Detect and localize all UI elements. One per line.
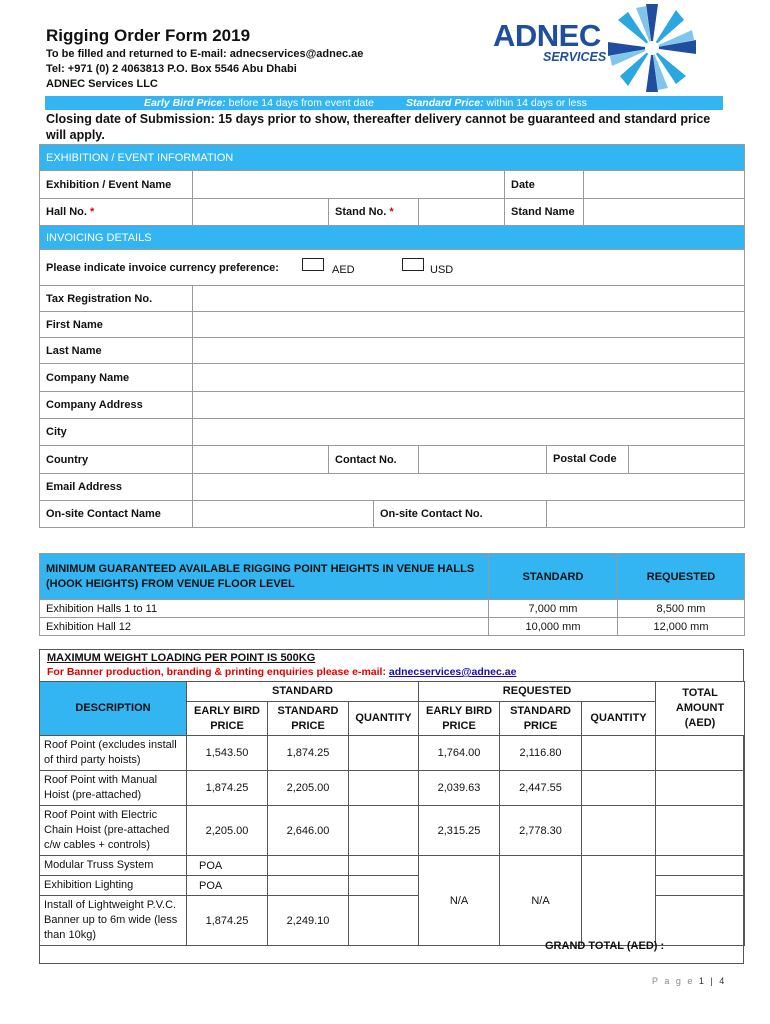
hook-heights-table [39,553,745,636]
first-name-field[interactable] [193,312,745,338]
max-weight-notice: MAXIMUM WEIGHT LOADING PER POINT IS 500KG [47,652,316,664]
standard-price-header: STANDARD PRICE [268,702,349,736]
hook-row-label: Exhibition Hall 12 [40,618,489,636]
hook-row-label: Exhibition Halls 1 to 11 [40,600,489,618]
contact-no-label: Contact No. [329,446,419,474]
early-bird-text: before 14 days from event date [225,97,374,109]
hook-standard-header: STANDARD [489,554,618,600]
postal-code-label: Postal Code [547,446,745,474]
exhibition-name-field[interactable] [193,171,505,199]
currency-preference-row [40,250,745,286]
table-row [40,856,745,876]
req-standard-price-header: STANDARD PRICE [500,702,582,736]
hook-row-requested: 8,500 mm [618,600,745,618]
standard-price: 2,249.10 [268,896,349,946]
req-quantity-field[interactable] [582,736,656,771]
req-standard-price: 2,447.55 [500,771,582,806]
item-description: Roof Point with Manual Hoist (pre-attached) [40,771,187,806]
onsite-name-field[interactable] [193,501,374,528]
table-row [40,600,745,618]
standard-price: 2,205.00 [268,771,349,806]
table-row [40,618,745,636]
req-standard-price: 2,778.30 [500,806,582,856]
logo-sub-text: SERVICES [543,50,607,64]
early-bird-label: Early Bird Price: [144,97,226,109]
req-early-bird-price: 2,039.63 [419,771,500,806]
quantity-header: QUANTITY [349,702,419,736]
aed-label: AED [332,264,355,276]
logo-star-icon [602,0,710,96]
req-quantity-header: QUANTITY [582,702,656,736]
quantity-field[interactable] [349,856,419,876]
early-bird-price: POA [187,856,268,876]
item-description: Modular Truss System [40,856,187,876]
early-bird-price: 1,543.50 [187,736,268,771]
pricing-banner [45,96,723,110]
early-bird-price: 1,874.25 [187,771,268,806]
stand-no-label: Stand No. * [329,199,419,226]
onsite-name-label: On-site Contact Name [40,501,193,528]
req-quantity-field[interactable] [582,806,656,856]
description-header: DESCRIPTION [40,682,187,736]
table-row [40,806,745,856]
grand-total-label: GRAND TOTAL (AED) : [545,940,665,952]
page-number: P a g e 1 | 4 [652,976,727,986]
hook-row-standard: 7,000 mm [489,600,618,618]
standard-price: 2,646.00 [268,806,349,856]
company-address-label: Company Address [40,392,193,419]
first-name-label: First Name [40,312,193,338]
hook-heights-header: MINIMUM GUARANTEED AVAILABLE RIGGING POINT HEIGHTS IN VENUE HALLS (HOOK HEIGHTS) FROM VENUE FLOOR LEVEL [40,554,489,600]
req-standard-na: N/A [500,856,582,946]
company-name-label: Company Name [40,364,193,392]
section-invoicing: INVOICING DETAILS [40,226,745,250]
hook-row-standard: 10,000 mm [489,618,618,636]
event-invoice-form [39,144,745,528]
early-bird-price: 1,874.25 [187,896,268,946]
onsite-no-label: On-site Contact No. [374,501,547,528]
hook-requested-header: REQUESTED [618,554,745,600]
currency-preference-label: Please indicate invoice currency preference: [46,261,279,274]
logo-main-text: ADNEC [493,18,601,53]
standard-price-label: Standard Price: [405,97,484,109]
standard-price [268,876,349,896]
last-name-field[interactable] [193,338,745,364]
hall-no-field[interactable] [193,199,329,226]
total-amount-field[interactable] [656,856,745,876]
table-row [40,736,745,771]
closing-date-notice: Closing date of Submission: 15 days prior to show, thereafter delivery cannot be guaranteed and standard price will apply. [46,112,711,142]
tax-reg-label: Tax Registration No. [40,286,193,312]
last-name-label: Last Name [40,338,193,364]
quantity-field[interactable] [349,736,419,771]
total-amount-field[interactable] [656,896,745,946]
table-row [40,771,745,806]
quantity-field[interactable] [349,771,419,806]
total-amount-field[interactable] [656,771,745,806]
country-label: Country [40,446,193,474]
req-standard-price: 2,116.80 [500,736,582,771]
item-description: Roof Point (excludes install of third party hoists) [40,736,187,771]
banner-email-link[interactable]: adnecservices@adnec.ae [388,666,517,678]
standard-price-text: within 14 days or less [483,97,587,109]
contact-no-field[interactable] [419,446,547,474]
usd-checkbox[interactable] [402,258,424,271]
banner-enquiry-note: For Banner production, branding & printing enquiries please e-mail: adnecservices@adnec.ae [47,666,517,678]
section-event-info: EXHIBITION / EVENT INFORMATION [40,145,745,171]
tax-reg-field[interactable] [193,286,745,312]
hall-no-label: Hall No. * [40,199,193,226]
req-early-bird-price: 2,315.25 [419,806,500,856]
total-amount-field[interactable] [656,876,745,896]
req-early-bird-header: EARLY BIRD PRICE [419,702,500,736]
early-bird-header: EARLY BIRD PRICE [187,702,268,736]
city-field[interactable] [193,419,745,446]
date-label: Date [505,171,584,199]
stand-name-label: Stand Name [505,199,584,226]
item-description: Install of Lightweight P.V.C. Banner up to 6m wide (less than 10kg) [40,896,187,946]
req-early-bird-na: N/A [419,856,500,946]
quantity-field[interactable] [349,876,419,896]
usd-label: USD [430,264,454,276]
contact-email-line: To be filled and returned to E-mail: adnecservices@adnec.ae [46,48,364,60]
early-bird-price: 2,205.00 [187,806,268,856]
early-bird-price: POA [187,876,268,896]
requested-group-header: REQUESTED [419,682,656,702]
contact-phone-line: Tel: +971 (0) 2 4063813 P.O. Box 5546 Abu Dhabi [46,63,297,75]
company-name-field[interactable] [193,364,745,392]
onsite-no-field[interactable] [547,501,745,528]
quantity-field[interactable] [349,896,419,946]
city-label: City [40,419,193,446]
page-title: Rigging Order Form 2019 [46,26,251,45]
standard-group-header: STANDARD [187,682,419,702]
standard-price [268,856,349,876]
item-description: Exhibition Lighting [40,876,187,896]
req-quantity-field[interactable] [582,856,656,946]
item-description: Roof Point with Electric Chain Hoist (pre-attached c/w cables + controls) [40,806,187,856]
date-field[interactable] [584,171,745,199]
req-early-bird-price: 1,764.00 [419,736,500,771]
hook-row-requested: 12,000 mm [618,618,745,636]
standard-price: 1,874.25 [268,736,349,771]
req-quantity-field[interactable] [582,771,656,806]
aed-checkbox[interactable] [302,258,324,271]
email-field[interactable] [193,474,745,501]
company-address-field[interactable] [193,392,745,419]
total-amount-header: TOTAL AMOUNT (AED) [656,682,745,736]
total-amount-field[interactable] [656,806,745,856]
country-field[interactable] [193,446,329,474]
stand-no-field[interactable] [419,199,505,226]
exhibition-name-label: Exhibition / Event Name [40,171,193,199]
email-label: Email Address [40,474,193,501]
company-line: ADNEC Services LLC [46,78,158,90]
rigging-price-table [39,681,745,946]
total-amount-field[interactable] [656,736,745,771]
stand-name-field[interactable] [584,199,745,226]
quantity-field[interactable] [349,806,419,856]
